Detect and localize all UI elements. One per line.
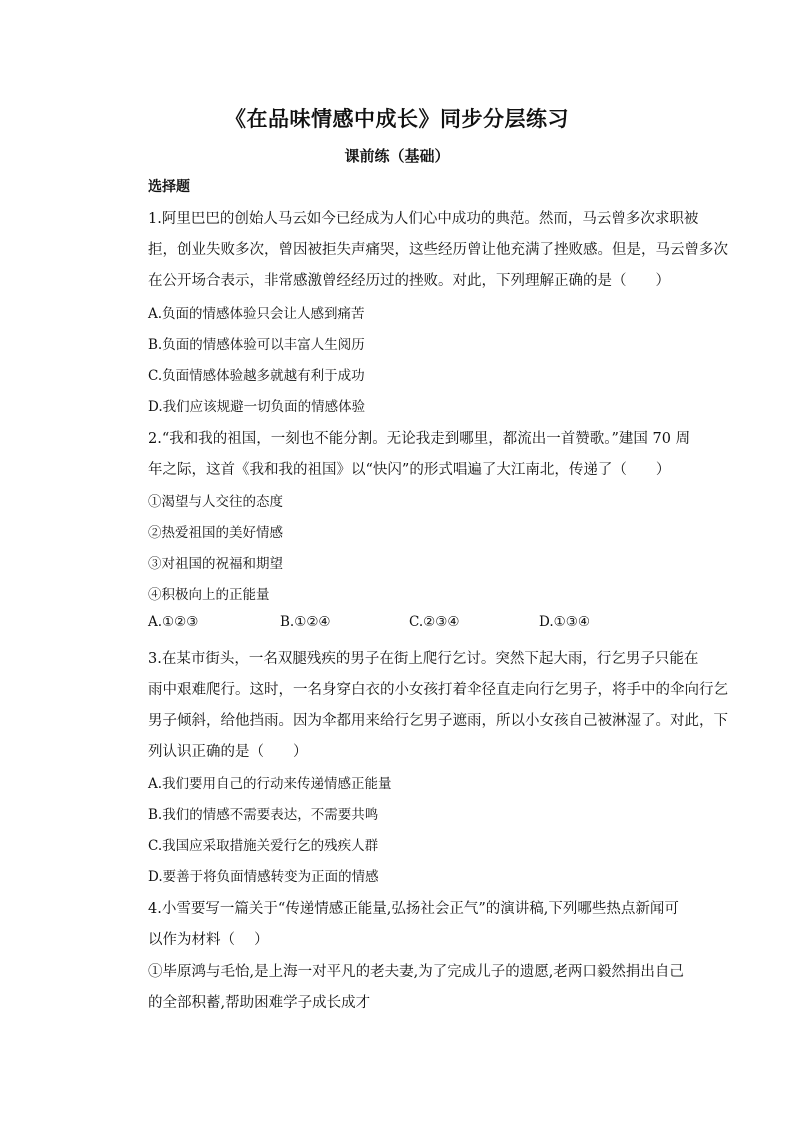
question-3-option-d: D.要善于将负面情感转变为正面的情感 [148, 869, 379, 885]
question-3-line-4: 列认识正确的是（ ） [148, 744, 308, 760]
question-1-line-2: 拒，创业失败多次，曾因被拒失声痛哭，这些经历曾让他充满了挫败感。但是，马云曾多次 [148, 242, 728, 258]
question-2-item-4: ④积极向上的正能量 [148, 587, 270, 603]
question-2-item-2: ②热爱祖国的美好情感 [148, 525, 283, 541]
question-3-option-b: B.我们的情感不需要表达，不需要共鸣 [148, 807, 379, 823]
question-4-line-1: 4.小雪要写一篇关于“传递情感正能量,弘扬社会正气”的演讲稿,下列哪些热点新闻可 [148, 901, 679, 917]
document-subtitle: 课前练（基础） [344, 147, 450, 165]
question-4-line-2: 以作为材料（ ） [148, 932, 269, 948]
question-3-line-3: 男子倾斜，给他挡雨。因为伞都用来给行乞男子遮雨，所以小女孩自己被淋湿了。对此，下 [148, 713, 728, 729]
question-2-option-c: C.②③④ [409, 614, 460, 630]
question-1-option-d: D.我们应该规避一切负面的情感体验 [148, 399, 366, 415]
question-4-item-1-line-2: 的全部积蓄,帮助困难学子成长成才 [148, 995, 371, 1011]
question-1-line-3: 在公开场合表示，非常感激曾经经历过的挫败。对此，下列理解正确的是（ ） [148, 273, 670, 289]
question-2-option-a: A.①②③ [148, 614, 199, 630]
question-1-option-a: A.负面的情感体验只会让人感到痛苦 [148, 306, 365, 322]
question-3-line-2: 雨中艰难爬行。这时，一名身穿白衣的小女孩打着伞径直走向行乞男子，将手中的伞向行乞 [148, 682, 728, 698]
document-title: 《在品味情感中成长》同步分层练习 [225, 106, 569, 131]
question-1-line-1: 1.阿里巴巴的创始人马云如今已经成为人们心中成功的典范。然而，马云曾多次求职被 [148, 211, 699, 227]
question-2-line-2: 年之际，这首《我和我的祖国》以“快闪”的形式唱遍了大江南北，传递了（ ） [148, 462, 671, 478]
question-4-item-1-line-1: ①毕原鸿与毛怡,是上海一对平凡的老夫妻,为了完成儿子的遗愿,老两口毅然捐出自己 [148, 964, 684, 980]
section-heading: 选择题 [148, 179, 190, 195]
question-3-option-c: C.我国应采取措施关爱行乞的残疾人群 [148, 838, 379, 854]
question-2-line-1: 2.“我和我的祖国，一刻也不能分割。无论我走到哪里，都流出一首赞歌。”建国 70 周 [148, 431, 691, 447]
question-2-item-3: ③对祖国的祝福和期望 [148, 556, 283, 572]
question-3-option-a: A.我们要用自己的行动来传递情感正能量 [148, 776, 392, 792]
question-2-option-b: B.①②④ [280, 614, 331, 630]
question-3-line-1: 3.在某市街头，一名双腿残疾的男子在街上爬行乞讨。突然下起大雨，行乞男子只能在 [148, 651, 699, 667]
question-2-item-1: ①渴望与人交往的态度 [148, 494, 283, 510]
question-1-option-b: B.负面的情感体验可以丰富人生阅历 [148, 337, 365, 353]
question-1-option-c: C.负面情感体验越多就越有利于成功 [148, 368, 365, 384]
question-2-option-d: D.①③④ [539, 614, 590, 630]
